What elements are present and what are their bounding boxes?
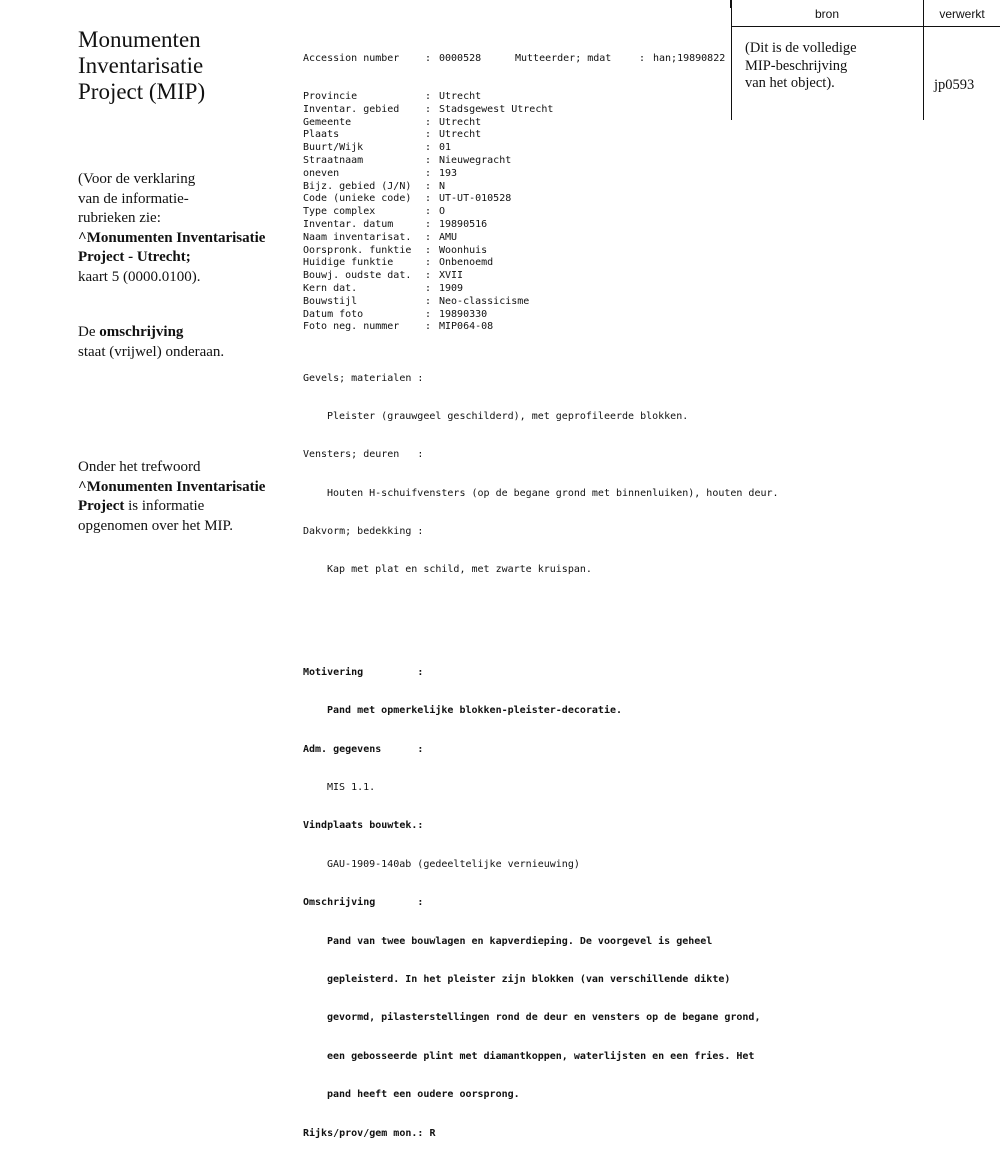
field-key: Straatnaam	[303, 154, 364, 166]
field-value: Utrecht	[439, 116, 482, 128]
field-sep: :	[639, 52, 646, 64]
field-value: Utrecht	[439, 90, 482, 102]
verwerkt-cell: jp0593	[934, 77, 975, 93]
rijks-value: R	[429, 1127, 436, 1139]
field-key: Inventar. datum	[303, 218, 394, 230]
field-sep: :	[425, 231, 432, 243]
field-sep: :	[425, 142, 432, 154]
record-field	[303, 181, 779, 194]
gevels-label: Gevels; materialen :	[303, 372, 424, 384]
field-sep: :	[425, 308, 432, 320]
field-sep: :	[425, 218, 432, 230]
field-value: 1909	[439, 282, 464, 294]
reference-table	[731, 0, 1000, 120]
note-bold-term: omschrijving	[99, 324, 184, 340]
field-key: Gemeente	[303, 116, 352, 128]
column-header-verwerkt: verwerkt	[939, 7, 985, 21]
field-key: Provincie	[303, 90, 358, 102]
field-value: Stadsgewest Utrecht	[439, 103, 554, 115]
table-header-rule	[731, 26, 1000, 27]
field-key: Datum foto	[303, 308, 364, 320]
reference-link-text: Project - Utrecht;	[78, 249, 191, 265]
field-sep: :	[425, 90, 432, 102]
field-key: Inventar. gebied	[303, 103, 400, 115]
record-field	[303, 206, 779, 219]
field-value: AMU	[439, 231, 458, 243]
omschrijving-line: Pand van twee bouwlagen en kapverdieping. De voorgevel is geheel	[327, 935, 713, 947]
field-sep: :	[425, 295, 432, 307]
record-field	[303, 168, 779, 181]
field-sep: :	[425, 206, 432, 218]
field-value: Onbenoemd	[439, 257, 494, 269]
explanation-note	[78, 170, 298, 287]
bron-line: van het object).	[745, 75, 835, 91]
note-prefix: De	[78, 324, 100, 340]
field-sep: :	[425, 321, 432, 333]
field-value: 193	[439, 167, 458, 179]
record-field	[303, 270, 779, 283]
field-sep: :	[425, 193, 432, 205]
bron-line: MIP-beschrijving	[745, 57, 848, 74]
field-value: O	[439, 206, 446, 218]
omschrijving-line: pand heeft een oudere oorsprong.	[327, 1089, 520, 1101]
vindplaats-label: Vindplaats bouwtek.:	[303, 820, 424, 832]
field-sep: :	[425, 116, 432, 128]
record-field-accession	[303, 53, 779, 66]
field-sep: :	[425, 270, 432, 282]
note-line: kaart 5 (0000.0100).	[78, 268, 201, 285]
reference-link-text: ^Monumenten Inventarisatie	[78, 478, 266, 495]
adm-text: MIS 1.1.	[327, 782, 376, 794]
omschrijving-line: gepleisterd. In het pleister zijn blokken (van verschillende dikte)	[327, 973, 731, 985]
title-line-1: Monumenten	[78, 27, 201, 52]
note-line: staat (vrijwel) onderaan.	[78, 343, 225, 360]
record-field	[303, 321, 779, 334]
title-line-2: Inventarisatie	[78, 53, 204, 78]
field-key: Accession number	[303, 52, 400, 64]
record-field	[303, 296, 779, 309]
note-line: rubrieken zie:	[78, 210, 161, 226]
note-line: van de informatie-	[78, 190, 189, 207]
field-key: Huidige funktie	[303, 257, 394, 269]
vensters-text: Houten H-schuifvensters (op de begane grond met binnenluiken), houten deur.	[327, 487, 779, 499]
reference-link-text: ^Monumenten Inventarisatie	[78, 229, 266, 246]
reference-link-text: Project	[78, 498, 125, 514]
mip-record	[303, 27, 779, 1153]
title-line-3: Project (MIP)	[78, 79, 206, 104]
field-key: Foto neg. nummer	[303, 321, 400, 333]
vensters-label: Vensters; deuren :	[303, 449, 424, 461]
page-title	[78, 27, 205, 105]
motivering-text: Pand met opmerkelijke blokken-pleister-decoratie.	[327, 705, 623, 717]
omschrijving-line: een gebosseerde plint met diamantkoppen, waterlijsten en een fries. Het	[327, 1050, 755, 1062]
field-value: 01	[439, 142, 452, 154]
field-key: Plaats	[303, 129, 340, 141]
record-field	[303, 232, 779, 245]
field-sep: :	[425, 257, 432, 269]
field-value: N	[439, 180, 446, 192]
gevels-text: Pleister (grauwgeel geschilderd), met geprofileerde blokken.	[327, 410, 689, 422]
field-sep: :	[425, 129, 432, 141]
description-note	[78, 323, 298, 362]
keyword-note	[78, 458, 298, 536]
bron-cell	[745, 40, 915, 93]
dakvorm-label: Dakvorm; bedekking :	[303, 526, 424, 538]
field-key: Bijz. gebied (J/N)	[303, 180, 412, 192]
field-key: Kern dat.	[303, 282, 358, 294]
field-value: Utrecht	[439, 129, 482, 141]
note-line: Onder het trefwoord	[78, 459, 201, 475]
field-sep: :	[425, 52, 432, 64]
field-value: 19890516	[439, 218, 488, 230]
field-value: Nieuwegracht	[439, 154, 512, 166]
column-header-bron: bron	[814, 7, 840, 21]
field-key: Oorspronk. funktie	[303, 244, 412, 256]
record-fields	[303, 91, 779, 334]
record-field	[303, 245, 779, 258]
field-value: MIP064-08	[439, 321, 494, 333]
record-field	[303, 283, 779, 296]
field-value: Neo-classicisme	[439, 295, 530, 307]
vindplaats-text: GAU-1909-140ab (gedeeltelijke vernieuwing)	[327, 858, 580, 870]
motivering-label: Motivering :	[303, 666, 424, 678]
record-field	[303, 309, 779, 322]
record-field	[303, 193, 779, 206]
field-sep: :	[425, 244, 432, 256]
field-sep: :	[425, 154, 432, 166]
record-field	[303, 91, 779, 104]
rijks-label: Rijks/prov/gem mon.:	[303, 1127, 424, 1139]
note-line: opgenomen over het MIP.	[78, 517, 233, 534]
field-value: UT-UT-010528	[439, 193, 512, 205]
omschrijving-line: gevormd, pilasterstellingen rond de deur en vensters op de begane grond,	[327, 1012, 761, 1024]
adm-label: Adm. gegevens :	[303, 743, 424, 755]
omschrijving-label: Omschrijving :	[303, 897, 424, 909]
record-field	[303, 129, 779, 142]
record-field	[303, 257, 779, 270]
field-key: Type complex	[303, 206, 376, 218]
field-value: 19890330	[439, 308, 488, 320]
field-key: Bouwj. oudste dat.	[303, 270, 412, 282]
record-field	[303, 142, 779, 155]
field-key: Mutteerder; mdat	[515, 52, 612, 64]
spacer	[303, 616, 779, 629]
field-sep: :	[425, 180, 432, 192]
bron-line: (Dit is de volledige	[745, 40, 857, 56]
field-value: XVII	[439, 270, 464, 282]
record-field	[303, 219, 779, 232]
field-value: han;19890822	[653, 52, 726, 64]
field-key: Bouwstijl	[303, 295, 358, 307]
dakvorm-text: Kap met plat en schild, met zwarte kruispan.	[327, 564, 592, 576]
field-value: Woonhuis	[439, 244, 488, 256]
field-key: Buurt/Wijk	[303, 142, 364, 154]
field-key: oneven	[303, 167, 340, 179]
field-value: 0000528	[439, 52, 482, 64]
field-sep: :	[425, 282, 432, 294]
field-key: Naam inventarisat.	[303, 231, 412, 243]
field-sep: :	[425, 103, 432, 115]
field-key: Code (unieke code)	[303, 193, 412, 205]
note-line: is informatie	[124, 498, 205, 514]
record-field	[303, 104, 779, 117]
field-sep: :	[425, 167, 432, 179]
record-field	[303, 117, 779, 130]
record-field	[303, 155, 779, 168]
note-line: (Voor de verklaring	[78, 171, 196, 187]
